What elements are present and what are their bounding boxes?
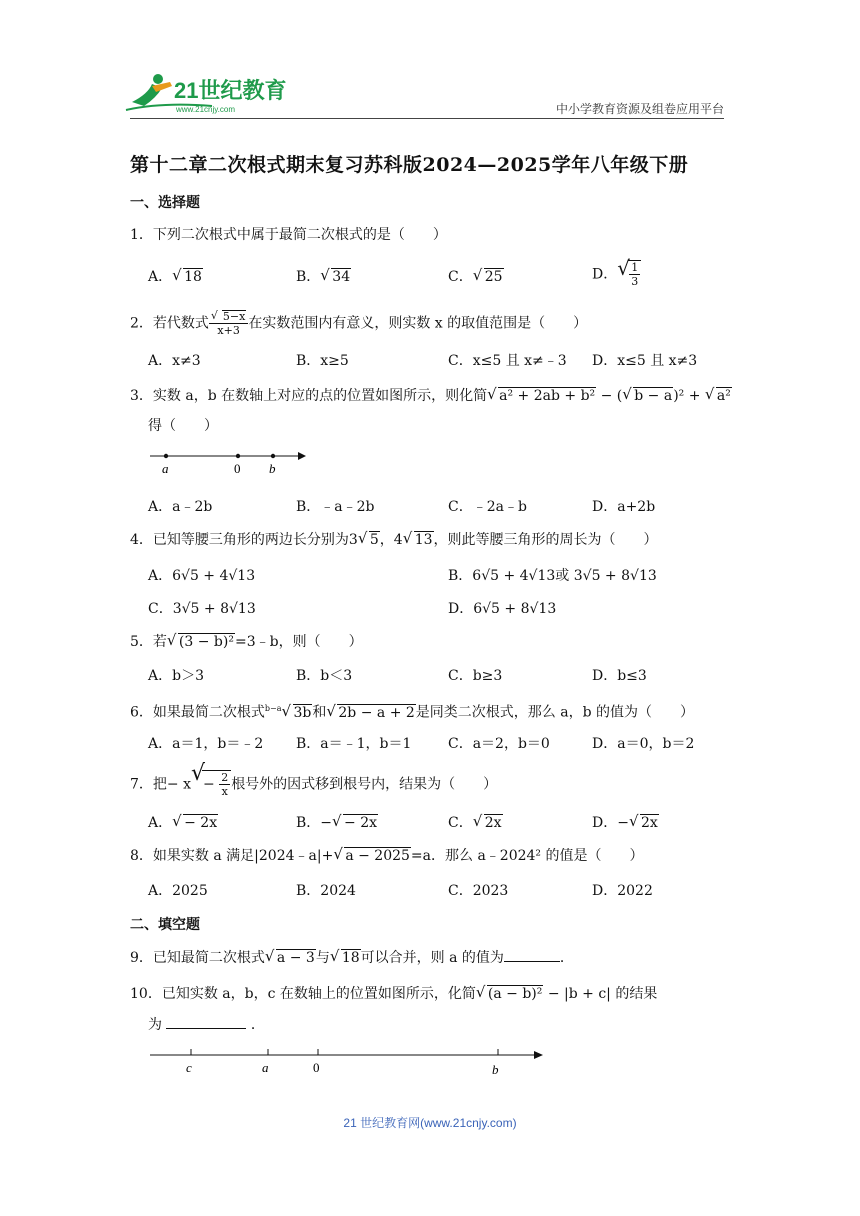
- svg-text:a: a: [162, 461, 169, 476]
- q1-option-c: C． √ 25: [448, 266, 503, 285]
- q3-option-a: A．a﹣2b: [148, 499, 213, 515]
- q7-option-d: D．− √ 2x: [592, 812, 658, 831]
- question-5: 5．若 √ (3 − b)²=3﹣b，则（ ）: [130, 631, 363, 650]
- svg-text:www.21cnjy.com: www.21cnjy.com: [176, 105, 235, 114]
- q1-option-d: D． √ $\frac{1}{3}$: [592, 260, 641, 288]
- q8-option-c: C．2023: [448, 883, 509, 899]
- svg-text:b: b: [269, 461, 276, 476]
- q5-option-a: A．b＞3: [148, 668, 204, 684]
- q6-option-b: B．a＝﹣1，b＝1: [296, 736, 412, 752]
- q4-option-a: A．6√5 + 4√13: [148, 568, 256, 584]
- question-2: 2．若代数式 √ 5−x x+3 在实数范围内有意义，则实数 x 的取值范围是（ ）: [130, 309, 588, 337]
- svg-text:21世纪教育: 21世纪教育: [174, 78, 287, 103]
- answer-blank[interactable]: [166, 1014, 246, 1029]
- q7-option-b: B．− √ − 2x: [296, 812, 378, 831]
- q5-option-d: D．b≤3: [592, 668, 647, 684]
- q5-option-b: B．b＜3: [296, 668, 353, 684]
- q8-option-b: B．2024: [296, 883, 356, 899]
- section-choice: 一、选择题: [130, 195, 200, 211]
- q8-option-d: D．2022: [592, 883, 653, 899]
- svg-text:0: 0: [234, 461, 241, 476]
- q2-option-c: C．x≤5 且 x≠﹣3: [448, 353, 567, 369]
- header-divider: [130, 118, 724, 119]
- q7-option-a: A． √ − 2x: [148, 812, 218, 831]
- question-1: 1．下列二次根式中属于最简二次根式的是（ ）: [130, 227, 447, 243]
- question-6: 6．如果最简二次根式$^{b-a}$ √ 3b和 √ 2b − a + 2是同类二次根式，那么 a，b 的值为（ ）: [130, 701, 694, 721]
- footer-link[interactable]: 21 世纪教育网(www.21cnjy.com): [343, 1116, 517, 1130]
- q4-option-c: C．3√5 + 8√13: [148, 601, 256, 617]
- q8-option-a: A．2025: [148, 883, 208, 899]
- svg-text:c: c: [186, 1060, 192, 1075]
- q1-option-a: A． √ 18: [148, 266, 202, 285]
- question-3-line2: 得（ ）: [148, 418, 218, 434]
- answer-blank[interactable]: [504, 947, 560, 962]
- q1-option-b: B． √ 34: [296, 266, 351, 285]
- q6-option-d: D．a＝0，b＝2: [592, 736, 695, 752]
- q6-option-a: A．a＝1，b＝﹣2: [148, 736, 264, 752]
- question-10-line2: 为 ．: [148, 1014, 265, 1035]
- question-3: 3．实数 a，b 在数轴上对应的点的位置如图所示，则化简 √ a² + 2ab + b² − ( √ b − a)² + √ a²: [130, 385, 731, 404]
- arrow-icon: [298, 452, 306, 460]
- q2-option-d: D．x≤5 且 x≠3: [592, 353, 698, 369]
- q2-option-b: B．x≥5: [296, 353, 349, 369]
- q3-number-line: [148, 446, 308, 478]
- svg-text:0: 0: [313, 1060, 320, 1075]
- q10-number-line: [148, 1044, 548, 1078]
- q4-option-d: D．6√5 + 8√13: [448, 601, 557, 617]
- question-9: 9．已知最简二次根式 √ a − 3与 √ 18可以合并，则 a 的值为 ．: [130, 947, 574, 966]
- q5-option-c: C．b≥3: [448, 668, 503, 684]
- question-7: 7．把− x √ − $\frac{2}{x}$ 根号外的因式移到根号内，结果为（ ）: [130, 761, 498, 798]
- section-fill: 二、填空题: [130, 917, 200, 933]
- question-4: 4．已知等腰三角形的两边长分别为3 √ 5，4 √ 13，则此等腰三角形的周长为（ ）: [130, 529, 658, 548]
- question-10: 10．已知实数 a，b，c 在数轴上的位置如图所示，化简 √ (a − b)² − |b + c| 的结果: [130, 983, 658, 1002]
- q3-option-c: C．﹣2a﹣b: [448, 499, 527, 515]
- q6-option-c: C．a＝2，b＝0: [448, 736, 550, 752]
- page-title: 第十二章二次根式期末复习苏科版2024—2025学年八年级下册: [130, 154, 689, 176]
- svg-text:a: a: [262, 1060, 269, 1075]
- q3-option-d: D．a+2b: [592, 499, 656, 515]
- q2-option-a: A．x≠3: [148, 353, 201, 369]
- q3-option-b: B．﹣a﹣2b: [296, 499, 375, 515]
- platform-name: 中小学教育资源及组卷应用平台: [555, 102, 724, 116]
- logo-icon: [122, 72, 292, 116]
- svg-text:b: b: [492, 1062, 499, 1077]
- q7-option-c: C． √ 2x: [448, 812, 502, 831]
- q4-option-b: B．6√5 + 4√13或 3√5 + 8√13: [448, 568, 657, 584]
- arrow-icon: [534, 1051, 543, 1059]
- question-8: 8．如果实数 a 满足|2024﹣a|+ √ a − 2025=a．那么 a﹣2024² 的值是（ ）: [130, 845, 644, 864]
